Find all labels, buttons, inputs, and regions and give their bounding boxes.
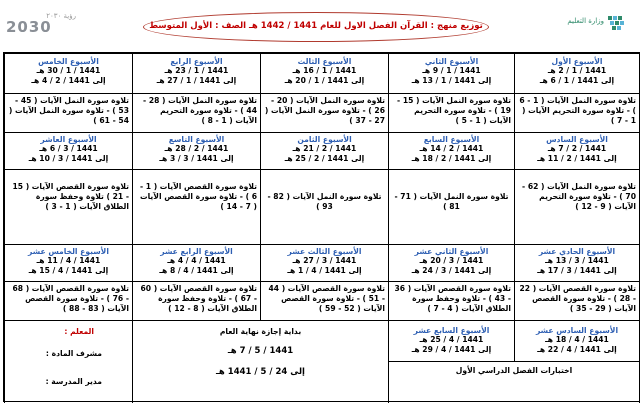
week-title: الأسبوع الخامس عشر: [28, 247, 109, 256]
week-title: الأسبوع الثاني: [424, 57, 479, 66]
week-5-content: تلاوة سورة النمل الآيات ( 45 - 53 ) - تلاوة سورة النمل الآيات ( 54 - 61 ): [4, 93, 133, 133]
week-end-date: إلى 1441 / 2 / 25 هـ: [284, 153, 365, 163]
week-end-date: إلى 1441 / 3 / 10 هـ: [28, 153, 109, 163]
week-13-header: [260, 244, 389, 282]
week-end-date: إلى 1441 / 3 / 17 هـ: [537, 265, 617, 275]
week-17-header: [388, 320, 515, 362]
week-title: الأسبوع العاشر: [40, 135, 97, 144]
week-title: الأسبوع الخامس: [38, 57, 99, 66]
week-end-date: إلى 1441 / 4 / 22 هـ: [537, 344, 617, 354]
week-8-header: [260, 132, 389, 170]
week-start-date: 1441 / 2 / 21 هـ: [292, 144, 357, 153]
week-12-header: [388, 244, 515, 282]
week-start-date: 1441 / 2 / 7 هـ: [547, 144, 607, 153]
week-7-header: [388, 132, 515, 170]
week-start-date: 1441 / 1 / 16 هـ: [292, 66, 357, 75]
ministry-logo: [540, 12, 640, 40]
week-title: الأسبوع السادس عشر: [535, 326, 619, 335]
week-start-date: 1441 / 4 / 25 هـ: [419, 335, 484, 344]
signatures-box: [4, 320, 133, 403]
page-title: توزيع منهج : القرآن الفصل الاول للعام 1441 / 1442 هـ الصف : الأول المتوسط: [149, 21, 483, 31]
week-9-header: [132, 132, 261, 170]
vision-2030-logo: [6, 12, 76, 40]
week-4-header: [132, 53, 261, 94]
week-15-header: [4, 244, 133, 282]
week-1-content: تلاوة سورة النمل الآيات ( 1 - 6 ) - تلاوة سورة التحريم الآيات ( 1 - 7 ): [514, 93, 640, 133]
week-2-content: تلاوة سورة النمل الآيات ( 15 - 19 ) - تلاوة سورة التحريم الآيات ( 1 - 5 ): [388, 93, 515, 133]
week-start-date: 1441 / 1 / 2 هـ: [547, 66, 607, 75]
week-7-content: تلاوة سورة النمل الآيات ( 71 - 81 ): [388, 169, 515, 245]
week-title: الأسبوع الثامن: [297, 135, 352, 144]
week-title: الأسبوع الرابع: [170, 57, 223, 66]
week-start-date: 1441 / 1 / 23 هـ: [164, 66, 229, 75]
week-16-header: [514, 320, 640, 362]
week-end-date: إلى 1441 / 1 / 20 هـ: [284, 75, 365, 85]
week-10-header: [4, 132, 133, 170]
week-title: الأسبوع الأول: [551, 57, 603, 66]
week-4-content: تلاوة سورة النمل الآيات ( 28 - 44 ) - تلاوة سورة التحريم الآيات ( 1 - 8 ): [132, 93, 261, 133]
week-end-date: إلى 1441 / 4 / 15 هـ: [28, 265, 109, 275]
week-start-date: 1441 / 4 / 11 هـ: [36, 256, 101, 265]
week-end-date: إلى 1441 / 1 / 6 هـ: [539, 75, 615, 85]
week-start-date: 1441 / 3 / 27 هـ: [292, 256, 357, 265]
exam-note-box: [388, 361, 640, 403]
week-3-content: تلاوة سورة النمل الآيات ( 20 - 26 ) - تلاوة سورة النمل الآيات ( 27 - 37 ): [260, 93, 389, 133]
week-14-header: [132, 244, 261, 282]
week-start-date: 1441 / 3 / 20 هـ: [419, 256, 484, 265]
vacation-start-date: 1441 / 5 / 7 هـ: [227, 345, 294, 356]
schedule-grid: [3, 52, 640, 402]
week-end-date: إلى 1441 / 2 / 11 هـ: [537, 153, 617, 163]
week-start-date: 1441 / 4 / 4 هـ: [167, 256, 226, 265]
week-8-content: تلاوة سورة النمل الآيات ( 82 - 93 ): [260, 169, 389, 245]
week-end-date: إلى 1441 / 3 / 24 هـ: [411, 265, 492, 275]
vacation-title: بداية إجازة نهاية العام: [219, 327, 302, 336]
vision-logo-caption: رؤية ٢٠٣٠: [46, 12, 76, 20]
week-13-content: تلاوة سورة القصص الآيات ( 44 - 51 ) - تلاوة سورة القصص الآيات ( 52 - 59 ): [260, 281, 389, 321]
week-15-content: تلاوة سورة القصص الآيات ( 68 - 76 ) - تلاوة سورة القصص الآيات ( 83 - 88 ): [4, 281, 133, 321]
week-end-date: إلى 1441 / 1 / 13 هـ: [411, 75, 492, 85]
week-end-date: إلى 1441 / 3 / 3 هـ: [159, 153, 234, 163]
week-start-date: 1441 / 1 / 9 هـ: [422, 66, 481, 75]
week-title: الأسبوع السابع عشر: [413, 326, 490, 335]
week-start-date: 1441 / 4 / 18 هـ: [545, 335, 609, 344]
week-start-date: 1441 / 2 / 14 هـ: [419, 144, 484, 153]
week-title: الأسبوع الثالث عشر: [287, 247, 362, 256]
week-start-date: 1441 / 3 / 13 هـ: [545, 256, 609, 265]
week-12-content: تلاوة سورة القصص الآيات ( 36 - 43 ) - تلاوة وحفظ سورة الطلاق الآيات ( 4 - 7 ): [388, 281, 515, 321]
week-10-content: تلاوة سورة القصص الآيات ( 15 - 21 ) تلاوة وحفظ سورة الطلاق الآيات ( 1 - 3 ): [4, 169, 133, 245]
week-9-content: تلاوة سورة القصص الآيات ( 1 - 6 ) - تلاوة سورة القصص الآيات ( 7 - 14 ): [132, 169, 261, 245]
week-14-content: تلاوة سورة القصص الآيات ( 60 - 67 ) - تلاوة وحفظ سورة الطلاق الآيات ( 8 - 12 ): [132, 281, 261, 321]
week-end-date: إلى 1441 / 2 / 18 هـ: [411, 153, 492, 163]
week-start-date: 1441 / 1 / 30 هـ: [36, 66, 101, 75]
week-5-header: [4, 53, 133, 94]
teacher-signature-label: المعلم :: [64, 327, 94, 336]
week-1-header: [514, 53, 640, 94]
week-11-header: [514, 244, 640, 282]
week-title: الأسبوع السابع: [423, 135, 480, 144]
week-2-header: [388, 53, 515, 94]
week-6-header: [514, 132, 640, 170]
principal-signature-label: مدير المدرسة :: [45, 377, 102, 386]
week-title: الأسبوع الثالث: [297, 57, 352, 66]
week-title: الأسبوع السادس: [546, 135, 608, 144]
week-6-content: تلاوة سورة النمل الآيات ( 62 - 70 ) - تلاوة سورة التحريم الآيات ( 9 - 12 ): [514, 169, 640, 245]
week-end-date: إلى 1441 / 4 / 1 هـ: [287, 265, 362, 275]
vision-logo-number: 2030: [6, 18, 52, 36]
vacation-box: [132, 320, 389, 403]
ministry-logo-text: وزارة التعليم: [567, 17, 604, 25]
ministry-emblem-icon: [606, 14, 628, 32]
week-title: الأسبوع الثاني عشر: [414, 247, 489, 256]
exam-note: اختبارات الفصل الدراسي الأول: [455, 366, 573, 375]
week-3-header: [260, 53, 389, 94]
week-title: الأسبوع التاسع: [168, 135, 225, 144]
vacation-end-date: إلى 24 / 5 / 1441 هـ: [216, 367, 305, 377]
week-start-date: 1441 / 3 / 6 هـ: [39, 144, 98, 153]
page-title-oval: [143, 12, 489, 42]
supervisor-signature-label: مشرف المادة :: [45, 349, 102, 358]
week-end-date: إلى 1441 / 1 / 27 هـ: [156, 75, 237, 85]
week-end-date: إلى 1441 / 4 / 29 هـ: [411, 344, 492, 354]
week-title: الأسبوع الحادي عشر: [538, 247, 616, 256]
week-title: الأسبوع الرابع عشر: [160, 247, 233, 256]
week-start-date: 1441 / 2 / 28 هـ: [164, 144, 229, 153]
week-end-date: إلى 1441 / 2 / 4 هـ: [31, 75, 106, 85]
week-11-content: تلاوة سورة القصص الآيات ( 22 - 28 ) - تلاوة سورة القصص الآيات ( 29 - 35 ): [514, 281, 640, 321]
week-end-date: إلى 1441 / 4 / 8 هـ: [159, 265, 234, 275]
